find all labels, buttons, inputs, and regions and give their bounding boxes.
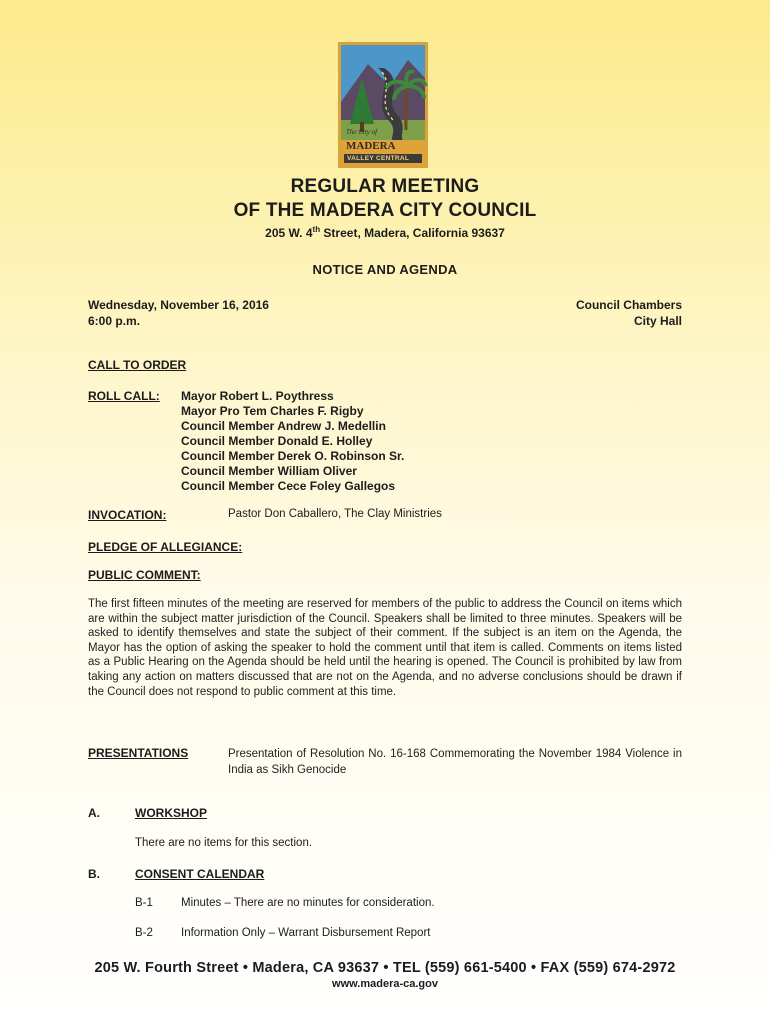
- logo-line1: The City of: [346, 128, 378, 136]
- footer-contact: 205 W. Fourth Street • Madera, CA 93637 • TEL (559) 661-5400 • FAX (559) 674-2972: [94, 960, 676, 976]
- invocation-label: INVOCATION:: [88, 508, 167, 522]
- workshop-text: There are no items for this section.: [135, 837, 313, 849]
- public-comment-heading: PUBLIC COMMENT:: [88, 568, 201, 582]
- city-logo: [338, 42, 428, 168]
- roll-call-member: Council Member William Oliver: [181, 464, 357, 478]
- roll-call-member: Mayor Robert L. Poythress: [181, 389, 334, 403]
- meeting-location-building: City Hall: [633, 314, 682, 328]
- meeting-date: Wednesday, November 16, 2016: [88, 298, 269, 312]
- public-comment-paragraph: The first fifteen minutes of the meeting are reserved for members of the public to address the Council on items which are within the subject matter jurisdiction of the Council. Speakers shall be limited to three minutes. Speakers will be asked to identify themselves and state the subject of their comment. If the subject is an item on the Agenda, the Mayor has the option of asking the speaker to hold the comment until that item is called. Comments on items listed as a Public Hearing on the Agenda should be held until the hearing is opened. The Council is prohibited by law from taking any action on matters discussed that are not on the Agenda, and no adverse conclusions should be drawn if the Council does not respond to public comment at this time.: [88, 598, 682, 698]
- address-number: 205 W. 4: [265, 226, 313, 240]
- pledge-heading: PLEDGE OF ALLEGIANCE:: [88, 540, 243, 554]
- call-to-order-heading: CALL TO ORDER: [88, 358, 187, 372]
- roll-call-member: Council Member Derek O. Robinson Sr.: [181, 449, 405, 463]
- presentations-heading: PRESENTATIONS: [88, 746, 189, 760]
- logo-line3: VALLEY CENTRAL: [347, 155, 410, 162]
- presentations-text: Presentation of Resolution No. 16-168 Commemorating the November 1984 Violence in India as Sikh Genocide: [228, 748, 682, 776]
- notice-heading: NOTICE AND AGENDA: [312, 262, 458, 277]
- meeting-time: 6:00 p.m.: [88, 314, 141, 328]
- meeting-title-line2: OF THE MADERA CITY COUNCIL: [233, 200, 537, 221]
- agenda-item-number: B-1: [135, 897, 153, 909]
- invocation-text: Pastor Don Caballero, The Clay Ministries: [228, 508, 442, 520]
- address-ordinal: th: [312, 225, 321, 234]
- logo-line2: MADERA: [346, 140, 396, 152]
- roll-call-member: Council Member Cece Foley Gallegos: [181, 479, 396, 493]
- roll-call-member: Mayor Pro Tem Charles F. Rigby: [181, 404, 364, 418]
- agenda-item-number: B-2: [135, 927, 153, 939]
- section-b-letter: B.: [88, 867, 100, 881]
- consent-calendar-heading: CONSENT CALENDAR: [135, 867, 265, 881]
- meeting-location-room: Council Chambers: [575, 298, 682, 312]
- section-a-letter: A.: [88, 806, 100, 820]
- roll-call-member: Council Member Andrew J. Medellin: [181, 419, 386, 433]
- agenda-item-text: Minutes – There are no minutes for consideration.: [181, 897, 435, 909]
- roll-call-list: [181, 389, 481, 494]
- address-street: Street, Madera, California 93637: [320, 226, 505, 240]
- meeting-address: [0, 225, 770, 240]
- meeting-title-line1: REGULAR MEETING: [290, 176, 480, 197]
- agenda-item-text: Information Only – Warrant Disbursement Report: [181, 927, 431, 939]
- workshop-heading: WORKSHOP: [135, 806, 207, 820]
- footer-website: www.madera-ca.gov: [332, 978, 438, 990]
- roll-call-label: ROLL CALL:: [88, 389, 160, 403]
- roll-call-member: Council Member Donald E. Holley: [181, 434, 373, 448]
